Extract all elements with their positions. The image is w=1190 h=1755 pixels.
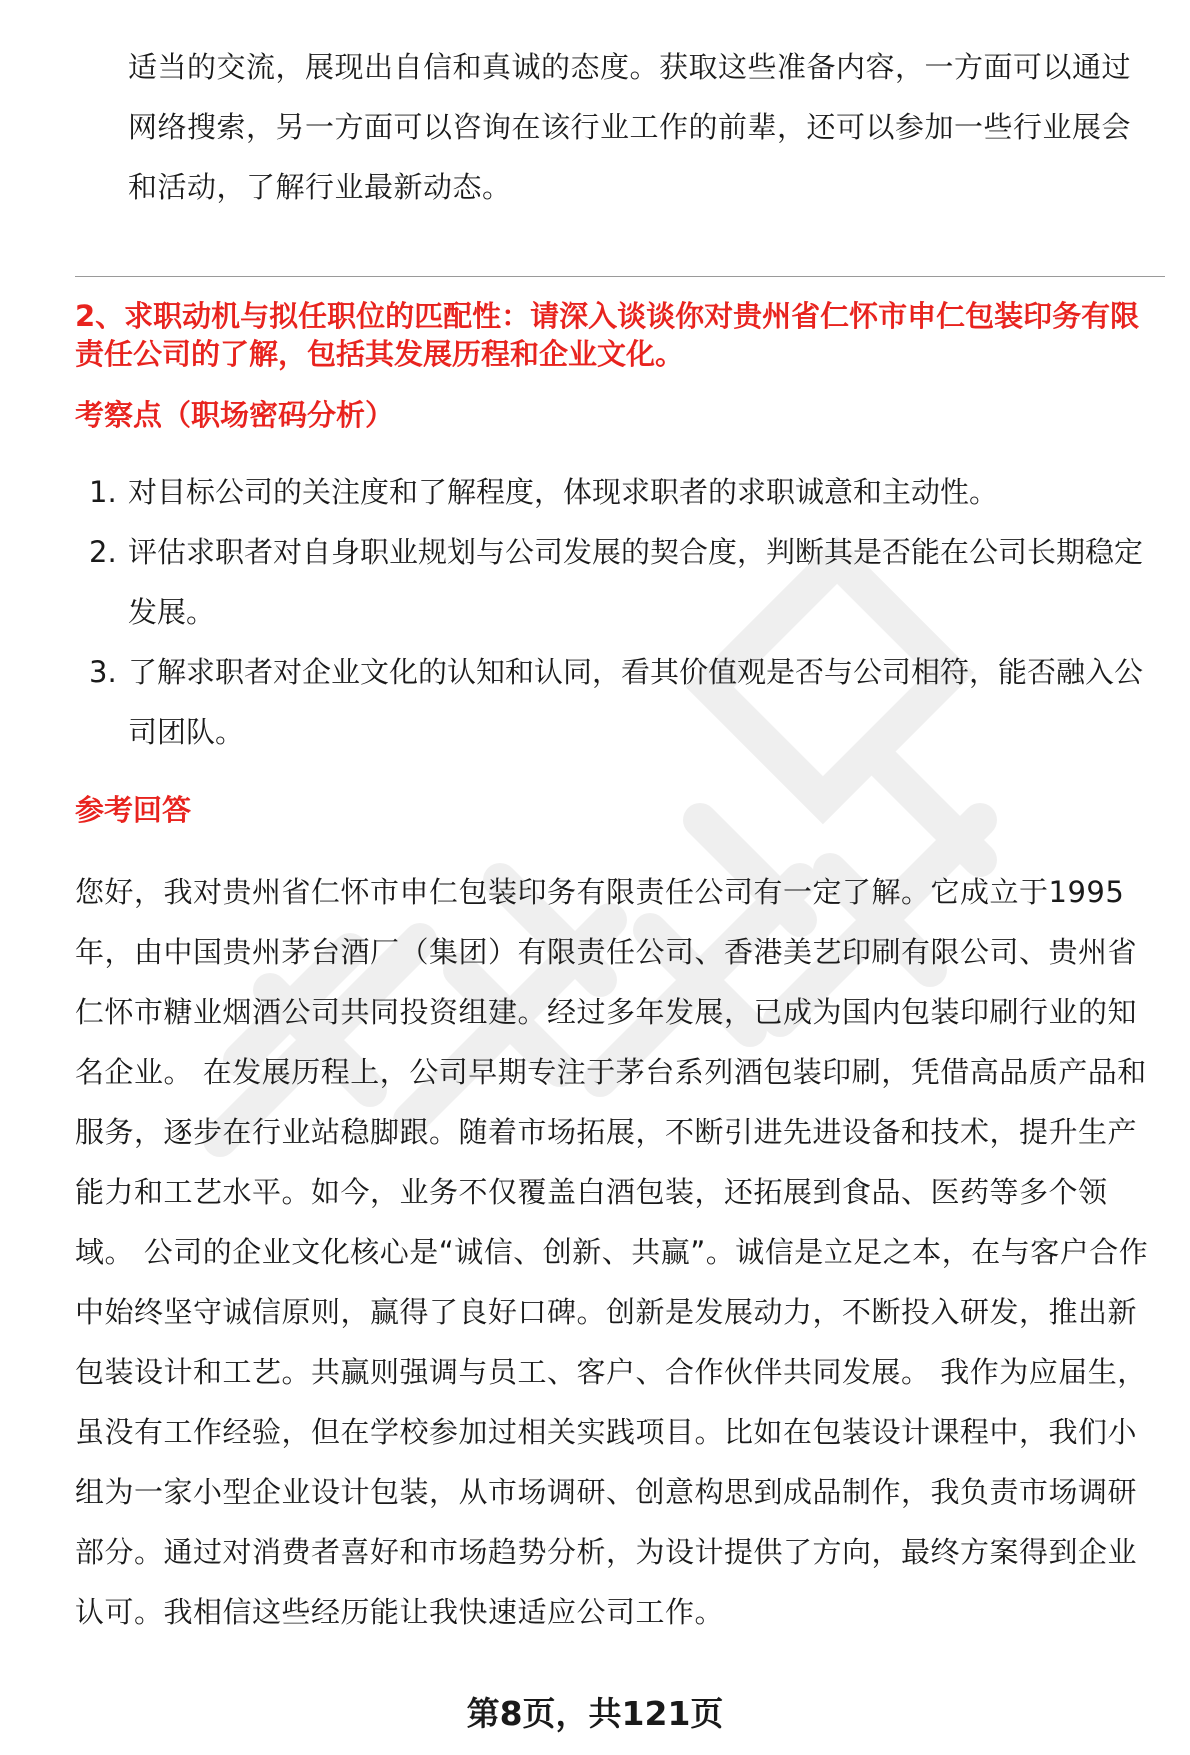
question-title: 2、求职动机与拟任职位的匹配性：请深入谈谈你对贵州省仁怀市申仁包装印务有限责任公司的了解，包括其发展历程和企业文化。 bbox=[75, 299, 1140, 371]
list-item-number: 1. bbox=[89, 475, 117, 509]
intro-paragraph: 适当的交流，展现出自信和真诚的态度。获取这些准备内容，一方面可以通过网络搜索，另一方面可以咨询在该行业工作的前辈，还可以参加一些行业展会和活动，了解行业最新动态。 bbox=[128, 50, 1132, 204]
answer-heading: 参考回答 bbox=[75, 793, 192, 827]
exam-points-list bbox=[75, 462, 1165, 762]
list-item bbox=[75, 642, 1165, 762]
page-number-footer: 第8页，共121页 bbox=[466, 1694, 724, 1733]
list-item bbox=[75, 522, 1165, 642]
answer-paragraph: 您好，我对贵州省仁怀市申仁包装印务有限责任公司有一定了解。它成立于1995年，由中国贵州茅台酒厂（集团）有限责任公司、香港美艺印刷有限公司、贵州省仁怀市糖业烟酒公司共同投资组建。经过多年发展，已成为国内包装印刷行业的知名企业。 在发展历程上，公司早期专注于茅台系列酒包装印刷，凭借高品质产品和服务，逐步在行业站稳脚跟。随着市场拓展，不断引进先进设备和技术，提升生产能力和工艺水平。如今，业务不仅覆盖白酒包装，还拓展到食品、医药等多个领域。 公司的企业文化核心是“诚信、创新、共赢”。诚信是立足之本，在与客户合作中始终坚守诚信原则，赢得了良好口碑。创新是发展动力，不断投入研发，推出新包装设计和工艺。共赢则强调与员工、客户、合作伙伴共同发展。 我作为应届生，虽没有工作经验，但在学校参加过相关实践项目。比如在包装设计课程中，我们小组为一家小型企业设计包装，从市场调研、创意构思到成品制作，我负责市场调研部分。通过对消费者喜好和市场趋势分析，为设计提供了方向，最终方案得到企业认可。我相信这些经历能让我快速适应公司工作。 bbox=[75, 875, 1149, 1629]
section-divider bbox=[75, 276, 1165, 277]
list-item-text: 评估求职者对自身职业规划与公司发展的契合度，判断其是否能在公司长期稳定发展。 bbox=[128, 535, 1144, 629]
exam-points-heading: 考察点（职场密码分析） bbox=[75, 398, 395, 432]
list-item bbox=[75, 462, 1165, 522]
list-item-text: 对目标公司的关注度和了解程度，体现求职者的求职诚意和主动性。 bbox=[128, 475, 999, 509]
list-item-number: 3. bbox=[89, 655, 117, 689]
list-item-text: 了解求职者对企业文化的认知和认同，看其价值观是否与公司相符，能否融入公司团队。 bbox=[128, 655, 1144, 749]
list-item-number: 2. bbox=[89, 535, 117, 569]
